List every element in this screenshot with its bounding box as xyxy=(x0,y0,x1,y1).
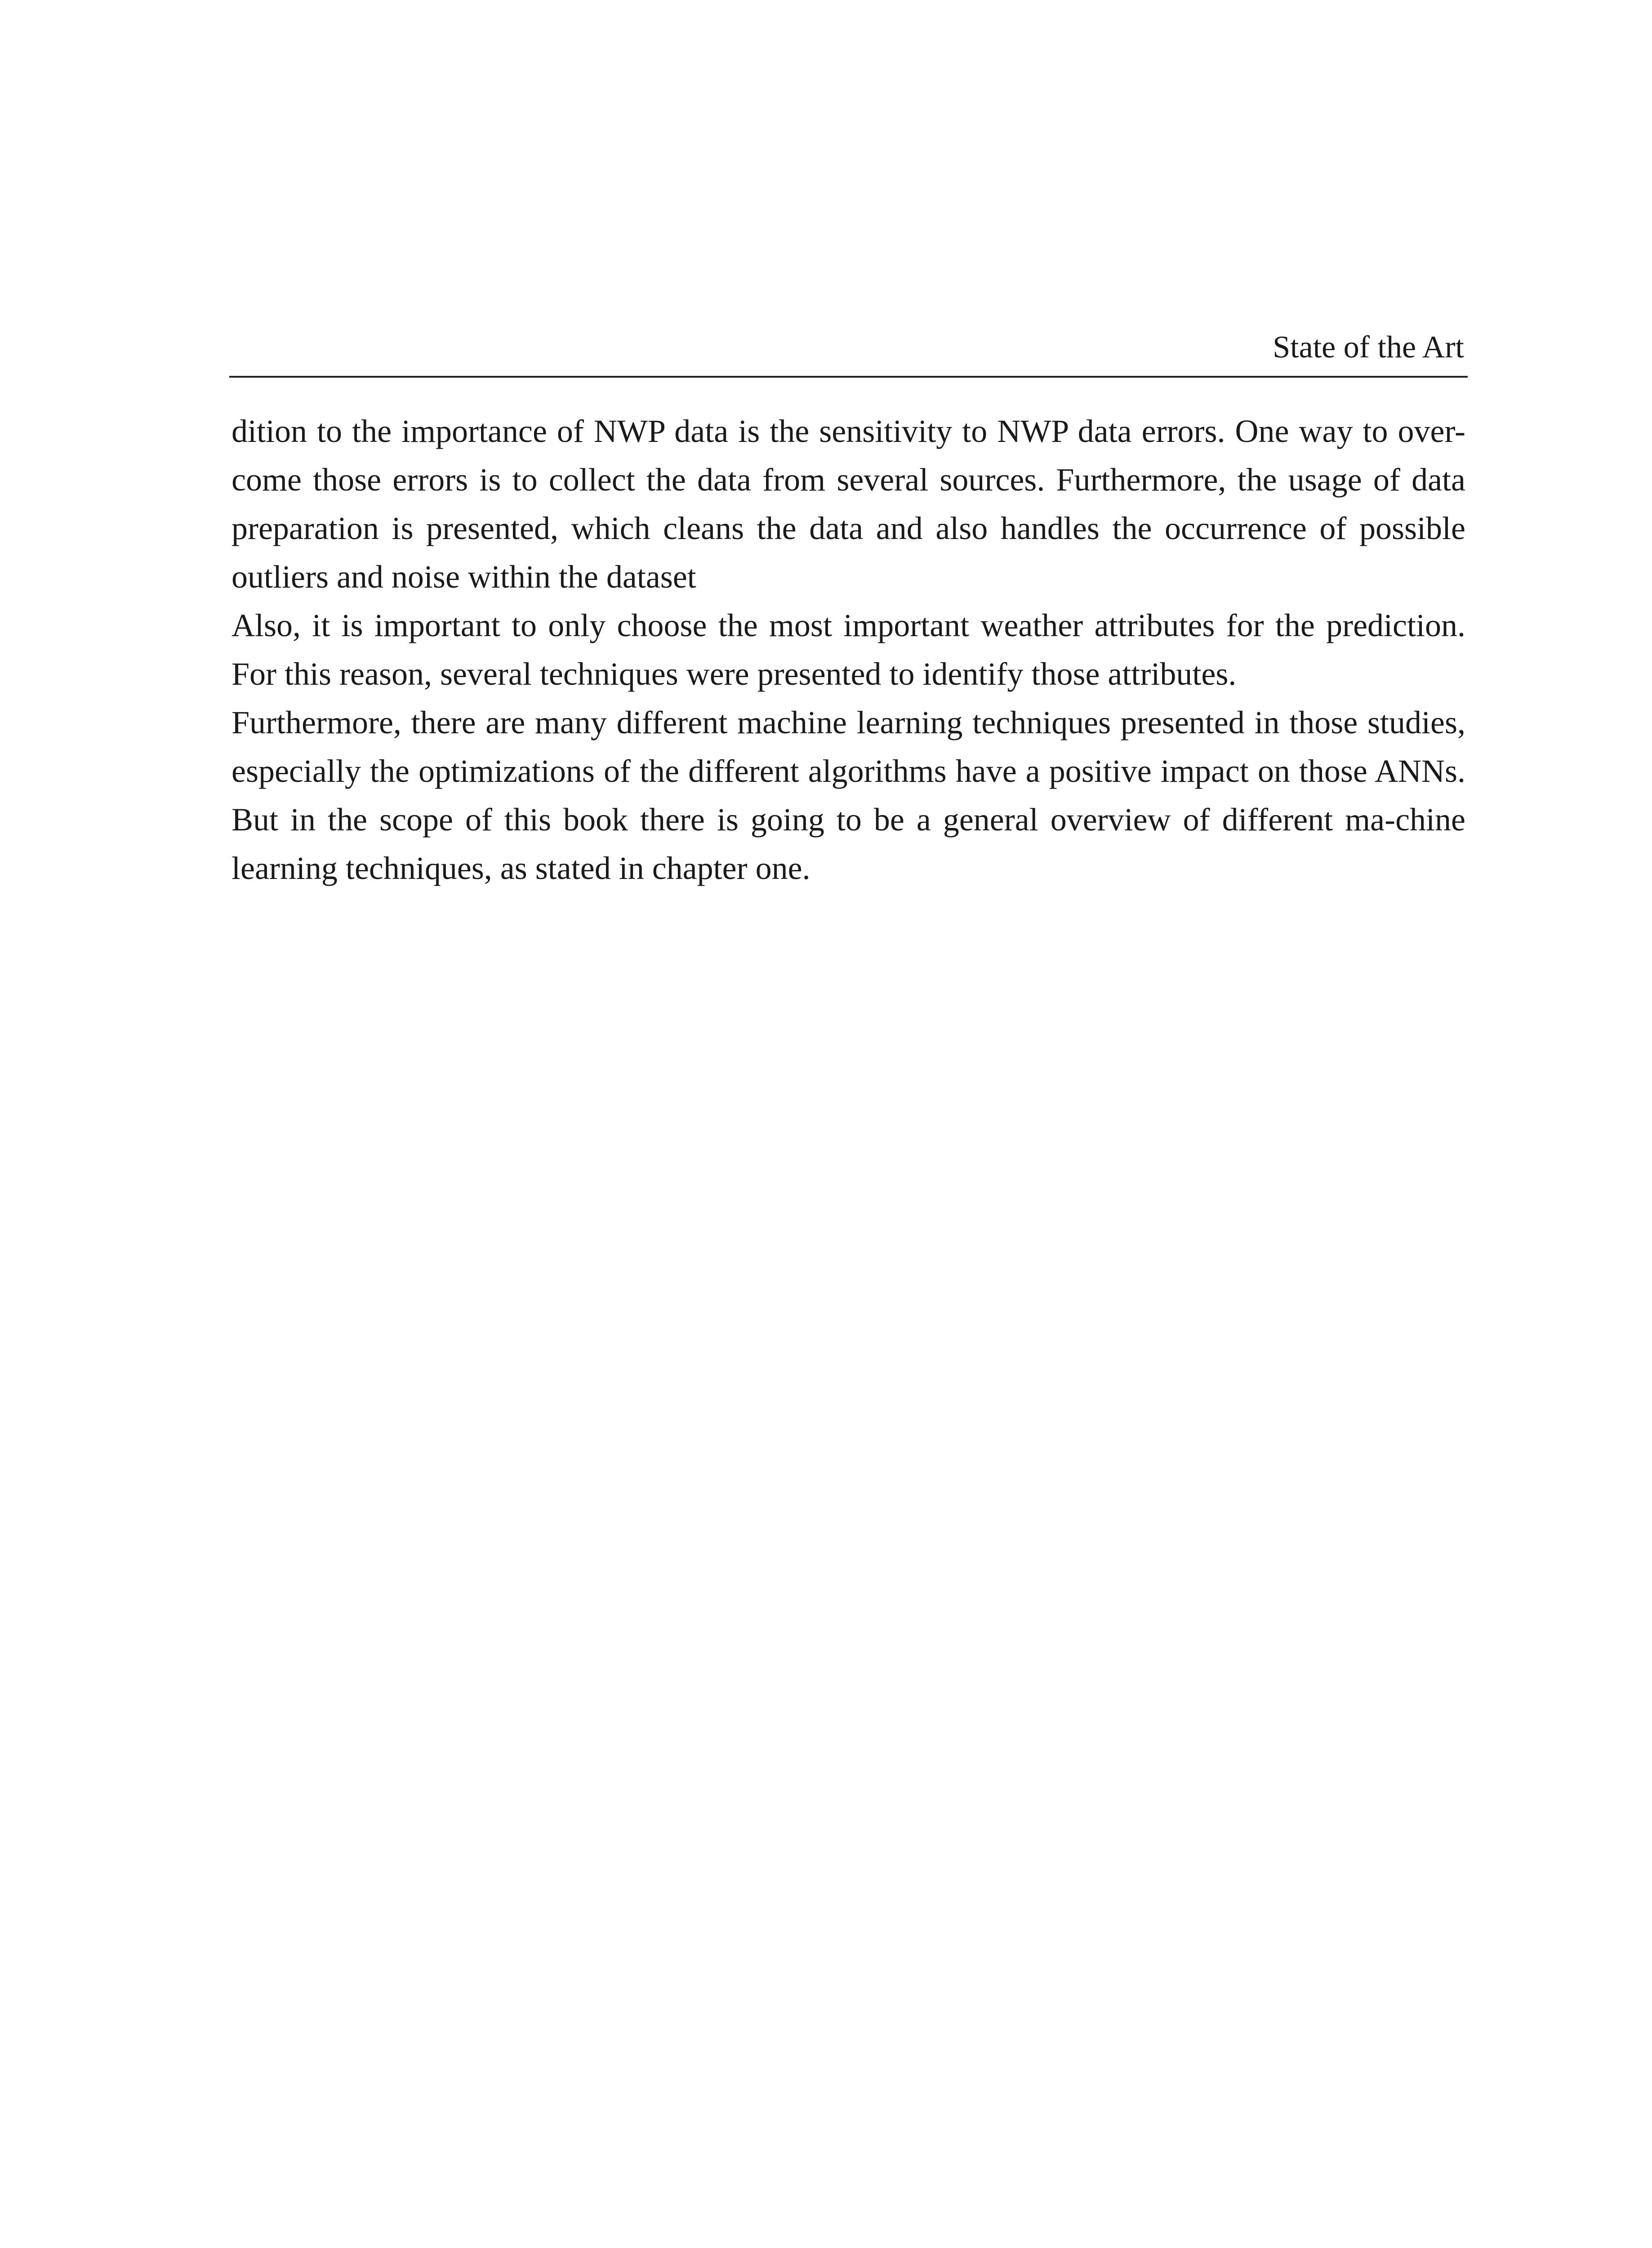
paragraph: Also, it is important to only choose the most important weather attributes for the prediction. For this reason, several techniques were presented to identify those attributes. xyxy=(232,607,1465,692)
page-header xyxy=(229,315,1468,378)
running-title: State of the Art xyxy=(1273,330,1464,365)
paragraph: dition to the importance of NWP data is the sensitivity to NWP data errors. One way to over-come those errors is to collect the data from several sources. Furthermore, the usage of data preparation is presented, which cleans the data and also handles the occurrence of possible outliers and noise within the dataset xyxy=(232,413,1465,595)
body-text xyxy=(232,407,1465,892)
paragraph: Furthermore, there are many different machine learning techniques presented in those studies, especially the optimizations of the different algorithms have a positive impact on those ANNs. But in the scope of this book there is going to be a general overview of different ma-chine learning techniques, as stated in chapter one. xyxy=(232,705,1465,886)
